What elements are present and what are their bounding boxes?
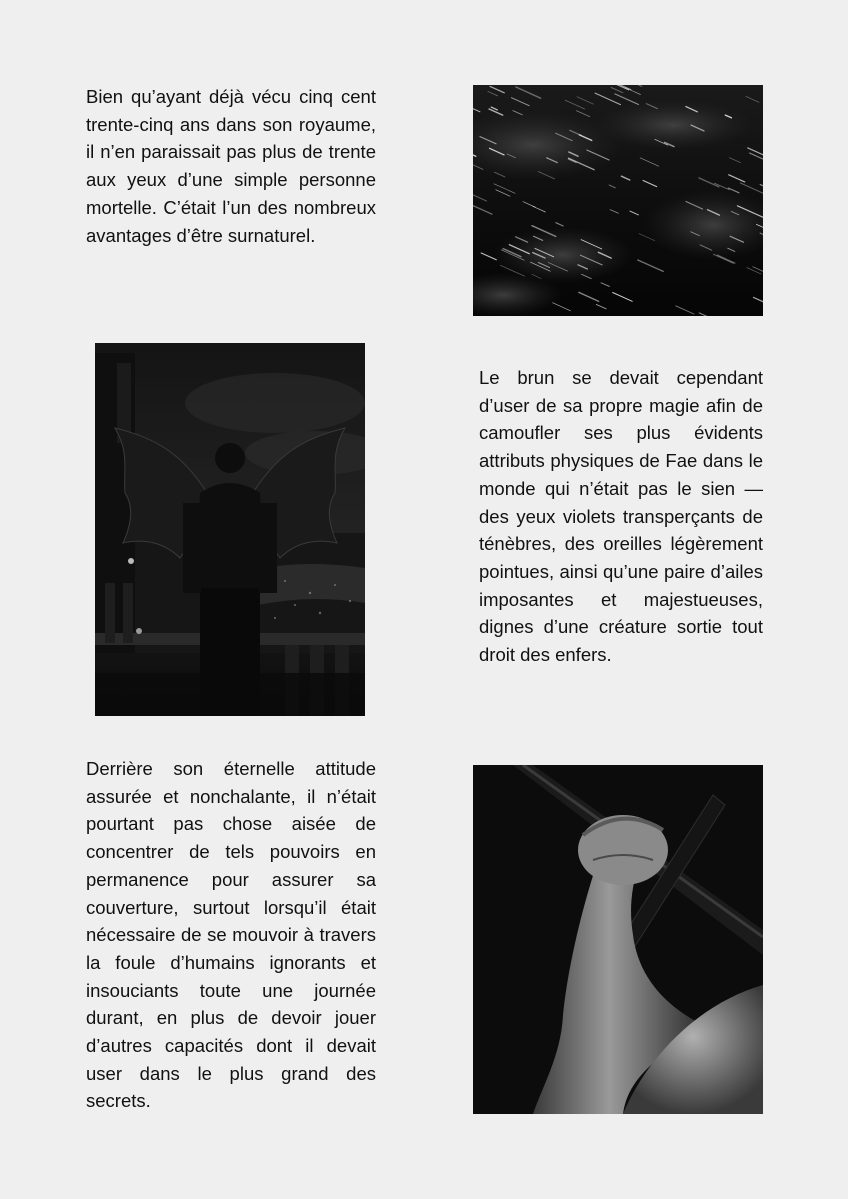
night-meteor-rain-photo xyxy=(473,85,763,316)
paragraph-fae-disguise: Le brun se devait cependant d’user de sa propre magie afin de camoufler ses plus évidents attributs physiques de Fae dans le monde qui n’était pas le sien — des yeux violets transperçants de ténèbres, des oreilles légèrement pointues, ainsi qu’une paire d’ailes imposantes et majestueuses, dignes d’une créature sortie tout droit des enfers. xyxy=(479,367,763,666)
paragraph-immortal-age: Bien qu’ayant déjà vécu cinq cent trente-cinq ans dans son royaume, il n’en paraissait pas plus de trente aux yeux d’une simple personne mortelle. C’était l’un des nombreux avantages d’être surnaturel. xyxy=(86,86,376,246)
arm-holding-sword-photo xyxy=(473,765,763,1114)
paragraph-hidden-powers: Derrière son éternelle attitude assurée et nonchalante, il n’était pourtant pas chose aisée de concentrer de tels pouvoirs en permanence pour assurer sa couverture, surtout lorsqu’il était nécessaire de se mouvoir à travers la foule d’humains ignorants et insouciants toute une journée durant, en plus de devoir jouer d’autres capacités dont il devait user dans le plus grand des secrets. xyxy=(86,758,376,1112)
winged-man-balcony-photo xyxy=(95,343,365,716)
